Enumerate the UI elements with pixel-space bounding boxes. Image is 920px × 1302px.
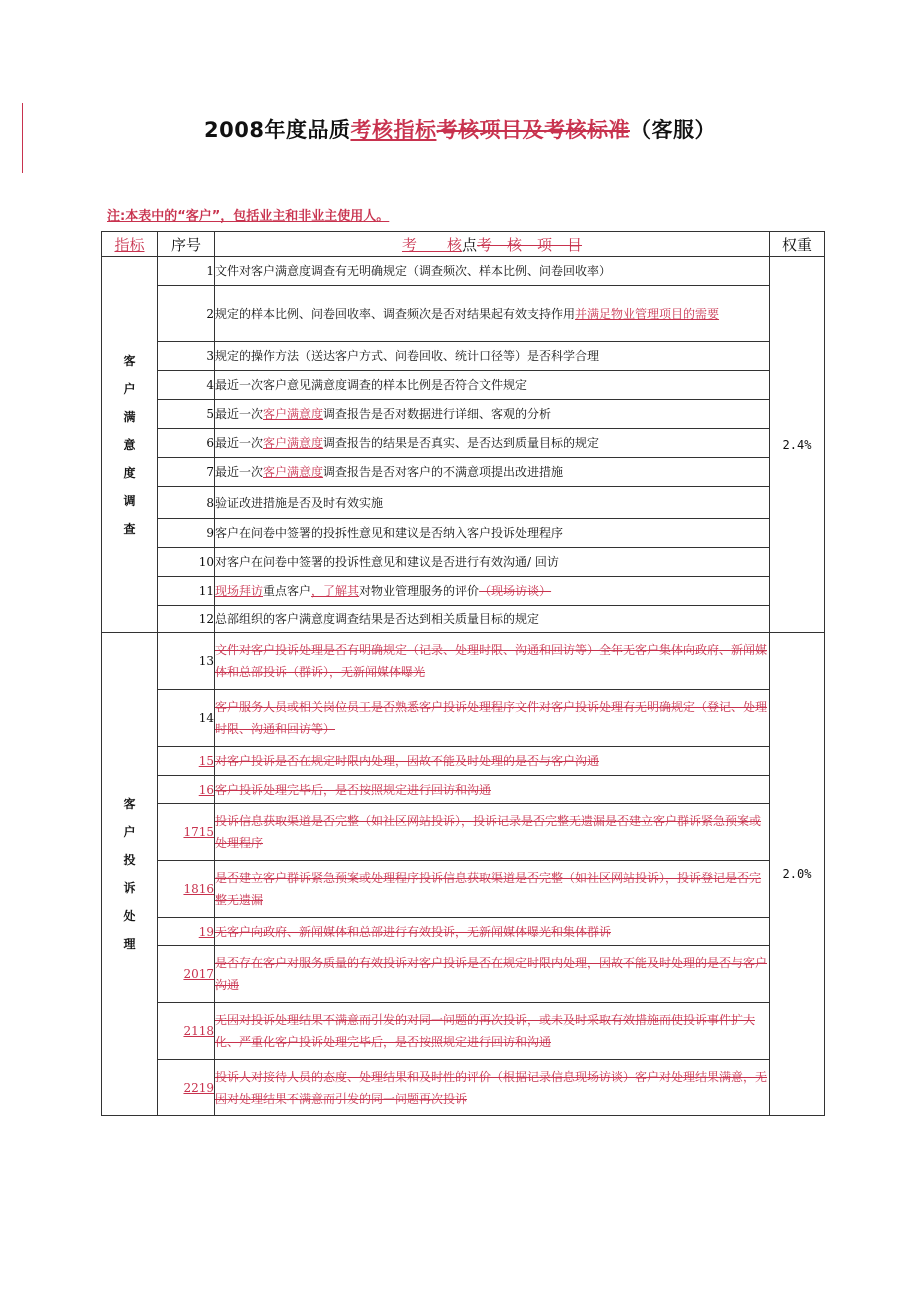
table-row <box>102 946 825 1003</box>
section1-weight: 2.4% <box>770 257 825 633</box>
row-number: 3 <box>158 342 215 371</box>
table-row <box>102 429 825 458</box>
row-number: 10 <box>158 548 215 577</box>
table-row <box>102 577 825 606</box>
table-row <box>102 747 825 776</box>
row-item: 验证改进措施是否及时有效实施 <box>215 487 770 519</box>
row-item: 是否建立客户群诉紧急预案或处理程序投诉信息获取渠道是否完整（如社区网站投诉），投诉登记是否完整无遗漏 <box>215 861 770 918</box>
row-item: 规定的操作方法（送达客户方式、问卷回收、统计口径等）是否科学合理 <box>215 342 770 371</box>
table-note: 注:本表中的“客户”，包括业主和非业主使用人。 <box>107 209 390 224</box>
row-number: 2017 <box>158 946 215 1003</box>
row-number: 7 <box>158 458 215 487</box>
table-row <box>102 400 825 429</box>
row-number: 9 <box>158 519 215 548</box>
table-row <box>102 519 825 548</box>
table-row <box>102 458 825 487</box>
page-title <box>0 114 920 144</box>
row-number: 4 <box>158 371 215 400</box>
table-row <box>102 257 825 286</box>
table-row <box>102 861 825 918</box>
row-number: 11 <box>158 577 215 606</box>
row-number: 14 <box>158 690 215 747</box>
section2-weight: 2.0% <box>770 633 825 1116</box>
header-item-insert: 考 核 <box>401 235 462 254</box>
row-item: 文件对客户满意度调查有无明确规定（调查频次、样本比例、问卷回收率） <box>215 257 770 286</box>
table-row <box>102 606 825 633</box>
table-row <box>102 342 825 371</box>
title-revised-insert: 考核指标 <box>350 118 437 142</box>
table-row <box>102 776 825 804</box>
row-item: 最近一次客户意见满意度调查的样本比例是否符合文件规定 <box>215 371 770 400</box>
title-prefix: 2008年度品质 <box>204 118 351 142</box>
row-item: 投诉人对接待人员的态度、处理结果和及时性的评价（根据记录信息现场访谈）客户对处理结果满意，无因对处理结果不满意而引发的同一问题再次投诉 <box>215 1060 770 1116</box>
assessment-table <box>101 231 825 1116</box>
row-item: 客户在问卷中签署的投拆性意见和建议是否纳入客户投诉处理程序 <box>215 519 770 548</box>
row-item: 规定的样本比例、问卷回收率、调查频次是否对结果起有效支持作用并满足物业管理项目的需要 <box>215 286 770 342</box>
header-seq: 序号 <box>158 232 215 257</box>
table-row <box>102 918 825 946</box>
section2-category: 客 户 投 诉 处 理 <box>102 633 158 1116</box>
row-number: 19 <box>158 918 215 946</box>
row-number: 8 <box>158 487 215 519</box>
table-row <box>102 371 825 400</box>
row-item: 对客户投诉是否在规定时限内处理，因故不能及时处理的是否与客户沟通 <box>215 747 770 776</box>
header-item-char: 点 <box>461 235 477 254</box>
row-number: 6 <box>158 429 215 458</box>
row-item: 无因对投诉处理结果不满意而引发的对同一问题的再次投诉，或未及时采取有效措施而使投诉事件扩大化、严重化客户投诉处理完毕后，是否按照规定进行回访和沟通 <box>215 1003 770 1060</box>
row-number: 1715 <box>158 804 215 861</box>
row-item: 最近一次客户满意度调查报告是否对客户的不满意项提出改进措施 <box>215 458 770 487</box>
title-suffix: （客服） <box>629 118 716 142</box>
table-row <box>102 286 825 342</box>
table-row <box>102 1003 825 1060</box>
row-item: 客户投诉处理完毕后，是否按照规定进行回访和沟通 <box>215 776 770 804</box>
row-number: 15 <box>158 747 215 776</box>
row-item: 文件对客户投诉处理是否有明确规定（记录、处理时限、沟通和回访等）全年无客户集体向政府、新闻媒体和总部投诉（群诉），无新闻媒体曝光 <box>215 633 770 690</box>
table-row <box>102 1060 825 1116</box>
row-item: 投诉信息获取渠道是否完整（如社区网站投诉），投诉记录是否完整无遗漏是否建立客户群诉紧急预案或处理程序 <box>215 804 770 861</box>
table-row <box>102 633 825 690</box>
row-item: 是否存在客户对服务质量的有效投诉对客户投诉是否在规定时限内处理，因故不能及时处理的是否与客户沟通 <box>215 946 770 1003</box>
header-item-delete: 考 核 项 目 <box>477 235 583 254</box>
header-item <box>215 232 770 257</box>
row-number: 13 <box>158 633 215 690</box>
table-row <box>102 487 825 519</box>
row-item: 最近一次客户满意度调查报告是否对数据进行详细、客观的分析 <box>215 400 770 429</box>
row-number: 16 <box>158 776 215 804</box>
title-revised-delete: 考核项目及考核标准 <box>436 118 630 142</box>
table-row <box>102 690 825 747</box>
header-row <box>102 232 825 257</box>
table-row <box>102 804 825 861</box>
row-number: 1816 <box>158 861 215 918</box>
row-item: 现场拜访重点客户，了解其对物业管理服务的评价（现场访谈） <box>215 577 770 606</box>
row-item: 对客户在问卷中签署的投诉性意见和建议是否进行有效沟通/ 回访 <box>215 548 770 577</box>
row-number: 1 <box>158 257 215 286</box>
row-number: 12 <box>158 606 215 633</box>
section1-category: 客 户 满 意 度 调 查 <box>102 257 158 633</box>
row-number: 5 <box>158 400 215 429</box>
row-item: 无客户向政府、新闻媒体和总部进行有效投诉，无新闻媒体曝光和集体群诉 <box>215 918 770 946</box>
row-number: 2 <box>158 286 215 342</box>
header-category: 指标 <box>102 232 158 257</box>
table-row <box>102 548 825 577</box>
row-number: 2118 <box>158 1003 215 1060</box>
header-weight: 权重 <box>770 232 825 257</box>
row-number: 2219 <box>158 1060 215 1116</box>
row-item: 客户服务人员或相关岗位员工是否熟悉客户投诉处理程序文件对客户投诉处理有无明确规定（登记、处理时限、沟通和回访等） <box>215 690 770 747</box>
row-item: 总部组织的客户满意度调查结果是否达到相关质量目标的规定 <box>215 606 770 633</box>
row-item: 最近一次客户满意度调查报告的结果是否真实、是否达到质量目标的规定 <box>215 429 770 458</box>
